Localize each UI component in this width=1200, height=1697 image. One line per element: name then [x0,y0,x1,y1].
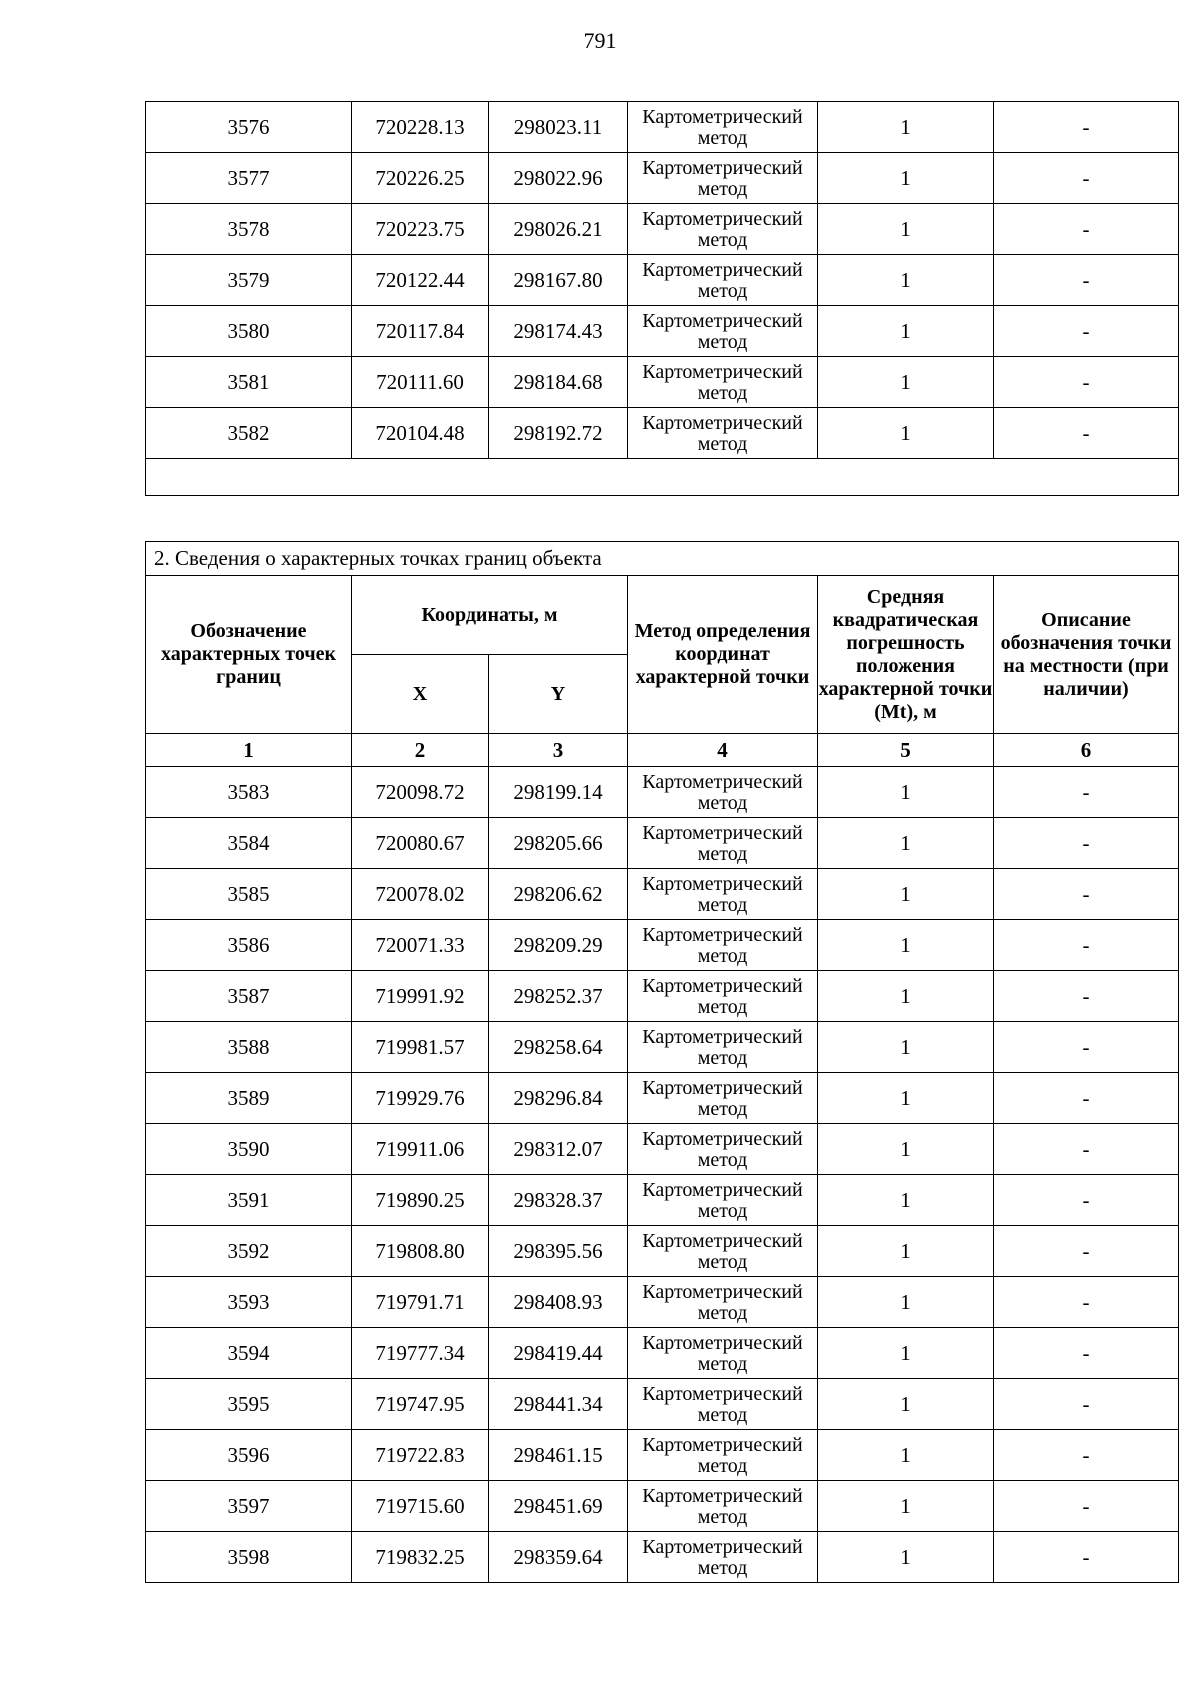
table-row [146,1175,1179,1226]
method-cell [628,1430,818,1481]
mean-error-cell: 1 [818,102,994,153]
table-row [146,971,1179,1022]
y-coordinate-cell: 298296.84 [489,1073,628,1124]
table-row [146,1532,1179,1583]
x-coordinate-cell: 720226.25 [352,153,489,204]
mean-error-cell: 1 [818,1226,994,1277]
point-cell: 3582 [146,408,352,459]
mean-error-cell: 1 [818,1430,994,1481]
description-cell: - [994,767,1179,818]
x-coordinate-cell: 720078.02 [352,869,489,920]
x-coordinate-cell: 720223.75 [352,204,489,255]
header-method: Метод определения координат характерной точки [628,576,818,734]
mean-error-cell: 1 [818,920,994,971]
description-cell: - [994,1277,1179,1328]
x-coordinate-cell: 719890.25 [352,1175,489,1226]
method-text: метод [697,433,748,455]
method-text: Картометрический [642,1383,803,1405]
x-coordinate-cell: 720117.84 [352,306,489,357]
y-coordinate-cell: 298408.93 [489,1277,628,1328]
method-cell [628,255,818,306]
description-cell: - [994,357,1179,408]
mean-error-cell: 1 [818,204,994,255]
page-number: 791 [583,28,617,53]
x-coordinate-cell: 719791.71 [352,1277,489,1328]
mean-error-cell: 1 [818,357,994,408]
method-cell [628,204,818,255]
header-x: X [352,655,489,734]
method-cell [628,1481,818,1532]
description-cell: - [994,204,1179,255]
description-cell: - [994,1175,1179,1226]
point-cell: 3578 [146,204,352,255]
mean-error-cell: 1 [818,153,994,204]
point-cell: 3587 [146,971,352,1022]
method-text: Картометрический [642,1281,803,1303]
x-coordinate-cell: 720122.44 [352,255,489,306]
method-text: метод [697,178,748,200]
mean-error-cell: 1 [818,306,994,357]
mean-error-cell: 1 [818,818,994,869]
method-text: Картометрический [642,1026,803,1048]
y-coordinate-cell: 298258.64 [489,1022,628,1073]
point-cell: 3580 [146,306,352,357]
header-point-designation: Обозначение характерных точек границ [146,576,352,734]
method-text: Картометрический [642,1128,803,1150]
y-coordinate-cell: 298312.07 [489,1124,628,1175]
table-row [146,204,1179,255]
y-coordinate-cell: 298199.14 [489,767,628,818]
method-text: метод [697,1149,748,1171]
description-cell: - [994,102,1179,153]
mean-error-cell: 1 [818,767,994,818]
method-cell [628,153,818,204]
y-coordinate-cell: 298184.68 [489,357,628,408]
method-cell [628,1175,818,1226]
mean-error-cell: 1 [818,1022,994,1073]
header-coordinates: Координаты, м [352,576,628,655]
x-coordinate-cell: 720098.72 [352,767,489,818]
table-row [146,1430,1179,1481]
mean-error-cell: 1 [818,1481,994,1532]
mean-error-cell: 1 [818,1379,994,1430]
y-coordinate-cell: 298023.11 [489,102,628,153]
x-coordinate-cell: 719929.76 [352,1073,489,1124]
table-row [146,102,1179,153]
column-number: 1 [146,734,352,767]
description-cell: - [994,1073,1179,1124]
method-text: Картометрический [642,1434,803,1456]
y-coordinate-cell: 298192.72 [489,408,628,459]
point-cell: 3585 [146,869,352,920]
point-cell: 3581 [146,357,352,408]
table-row [146,869,1179,920]
description-cell: - [994,1430,1179,1481]
method-text: Картометрический [642,412,803,434]
method-text: метод [697,331,748,353]
method-text: Картометрический [642,1077,803,1099]
x-coordinate-cell: 719911.06 [352,1124,489,1175]
method-cell [628,1124,818,1175]
method-text: Картометрический [642,1332,803,1354]
description-cell: - [994,920,1179,971]
method-text: метод [697,229,748,251]
mean-error-cell: 1 [818,1277,994,1328]
method-text: Картометрический [642,208,803,230]
point-cell: 3593 [146,1277,352,1328]
x-coordinate-cell: 719777.34 [352,1328,489,1379]
method-text: Картометрический [642,310,803,332]
point-cell: 3579 [146,255,352,306]
y-coordinate-cell: 298167.80 [489,255,628,306]
mean-error-cell: 1 [818,408,994,459]
point-cell: 3592 [146,1226,352,1277]
mean-error-cell: 1 [818,1328,994,1379]
method-text: метод [697,1098,748,1120]
table-row [146,357,1179,408]
coordinates-table-continued-body [146,102,1179,496]
method-cell [628,306,818,357]
method-cell [628,408,818,459]
table-row [146,920,1179,971]
method-text: Картометрический [642,157,803,179]
point-cell: 3576 [146,102,352,153]
method-text: метод [697,1251,748,1273]
method-text: Картометрический [642,924,803,946]
method-text: Картометрический [642,1536,803,1558]
description-cell: - [994,971,1179,1022]
mean-error-cell: 1 [818,869,994,920]
method-text: метод [697,1404,748,1426]
method-text: метод [697,1506,748,1528]
point-cell: 3589 [146,1073,352,1124]
method-text: метод [697,1302,748,1324]
method-cell [628,869,818,920]
x-coordinate-cell: 720111.60 [352,357,489,408]
table-row [146,306,1179,357]
description-cell: - [994,1379,1179,1430]
method-text: Картометрический [642,1485,803,1507]
method-cell [628,1226,818,1277]
point-cell: 3596 [146,1430,352,1481]
y-coordinate-cell: 298209.29 [489,920,628,971]
y-coordinate-cell: 298395.56 [489,1226,628,1277]
table-row [146,767,1179,818]
mean-error-cell: 1 [818,1073,994,1124]
x-coordinate-cell: 719722.83 [352,1430,489,1481]
y-coordinate-cell: 298205.66 [489,818,628,869]
description-cell: - [994,1022,1179,1073]
point-cell: 3583 [146,767,352,818]
table-row [146,255,1179,306]
method-text: Картометрический [642,1230,803,1252]
point-cell: 3588 [146,1022,352,1073]
method-text: Картометрический [642,975,803,997]
description-cell: - [994,153,1179,204]
mean-error-cell: 1 [818,1124,994,1175]
description-cell: - [994,818,1179,869]
y-coordinate-cell: 298419.44 [489,1328,628,1379]
method-text: метод [697,1200,748,1222]
x-coordinate-cell: 720071.33 [352,920,489,971]
point-cell: 3595 [146,1379,352,1430]
point-cell: 3584 [146,818,352,869]
empty-row [146,459,1179,496]
column-number: 2 [352,734,489,767]
table-row [146,1481,1179,1532]
column-number: 6 [994,734,1179,767]
point-cell: 3598 [146,1532,352,1583]
y-coordinate-cell: 298461.15 [489,1430,628,1481]
y-coordinate-cell: 298252.37 [489,971,628,1022]
mean-error-cell: 1 [818,971,994,1022]
description-cell: - [994,306,1179,357]
method-text: метод [697,843,748,865]
method-cell [628,1379,818,1430]
table-row [146,1226,1179,1277]
method-text: Картометрический [642,1179,803,1201]
y-coordinate-cell: 298328.37 [489,1175,628,1226]
y-coordinate-cell: 298206.62 [489,869,628,920]
method-text: метод [697,280,748,302]
point-cell: 3590 [146,1124,352,1175]
x-coordinate-cell: 720104.48 [352,408,489,459]
description-cell: - [994,1328,1179,1379]
method-text: метод [697,1353,748,1375]
table-row [146,408,1179,459]
column-number: 5 [818,734,994,767]
method-text: метод [697,996,748,1018]
method-cell [628,102,818,153]
column-number: 3 [489,734,628,767]
method-cell [628,1022,818,1073]
header-description: Описание обозначения точки на местности (при наличии) [994,576,1179,734]
description-cell: - [994,869,1179,920]
description-cell: - [994,1481,1179,1532]
x-coordinate-cell: 719832.25 [352,1532,489,1583]
method-text: Картометрический [642,873,803,895]
method-text: Картометрический [642,259,803,281]
method-cell [628,971,818,1022]
column-number: 4 [628,734,818,767]
x-coordinate-cell: 719991.92 [352,971,489,1022]
y-coordinate-cell: 298022.96 [489,153,628,204]
x-coordinate-cell: 720080.67 [352,818,489,869]
table-caption: 2. Сведения о характерных точках границ объекта [146,542,1179,576]
coordinates-table-continued [145,101,1179,496]
point-cell: 3577 [146,153,352,204]
table-row [146,1277,1179,1328]
method-text: метод [697,894,748,916]
description-cell: - [994,408,1179,459]
method-text: метод [697,1455,748,1477]
mean-error-cell: 1 [818,1175,994,1226]
description-cell: - [994,255,1179,306]
characteristic-points-table [145,541,1179,1583]
table-row [146,153,1179,204]
method-text: Картометрический [642,106,803,128]
table-row [146,1379,1179,1430]
description-cell: - [994,1532,1179,1583]
empty-cell [146,459,1179,496]
y-coordinate-cell: 298441.34 [489,1379,628,1430]
method-text: Картометрический [642,771,803,793]
point-cell: 3594 [146,1328,352,1379]
method-cell [628,818,818,869]
method-text: Картометрический [642,361,803,383]
y-coordinate-cell: 298451.69 [489,1481,628,1532]
method-cell [628,1277,818,1328]
method-text: метод [697,382,748,404]
header-y: Y [489,655,628,734]
x-coordinate-cell: 719808.80 [352,1226,489,1277]
y-coordinate-cell: 298174.43 [489,306,628,357]
table-row [146,1328,1179,1379]
method-cell [628,1532,818,1583]
table-row [146,1124,1179,1175]
description-cell: - [994,1226,1179,1277]
method-cell [628,1328,818,1379]
x-coordinate-cell: 720228.13 [352,102,489,153]
method-cell [628,357,818,408]
description-cell: - [994,1124,1179,1175]
x-coordinate-cell: 719981.57 [352,1022,489,1073]
method-text: метод [697,792,748,814]
mean-error-cell: 1 [818,1532,994,1583]
mean-error-cell: 1 [818,255,994,306]
table-row [146,818,1179,869]
method-text: метод [697,1557,748,1579]
method-text: метод [697,945,748,967]
method-text: Картометрический [642,822,803,844]
point-cell: 3586 [146,920,352,971]
characteristic-points-table-body [146,767,1179,1583]
method-text: метод [697,127,748,149]
x-coordinate-cell: 719747.95 [352,1379,489,1430]
point-cell: 3591 [146,1175,352,1226]
y-coordinate-cell: 298026.21 [489,204,628,255]
table-row [146,1073,1179,1124]
method-cell [628,920,818,971]
table-row [146,1022,1179,1073]
point-cell: 3597 [146,1481,352,1532]
method-cell [628,1073,818,1124]
method-cell [628,767,818,818]
method-text: метод [697,1047,748,1069]
header-mean-error: Средняя квадратическая погрешность положения характерной точки (Mt), м [818,576,994,734]
x-coordinate-cell: 719715.60 [352,1481,489,1532]
y-coordinate-cell: 298359.64 [489,1532,628,1583]
